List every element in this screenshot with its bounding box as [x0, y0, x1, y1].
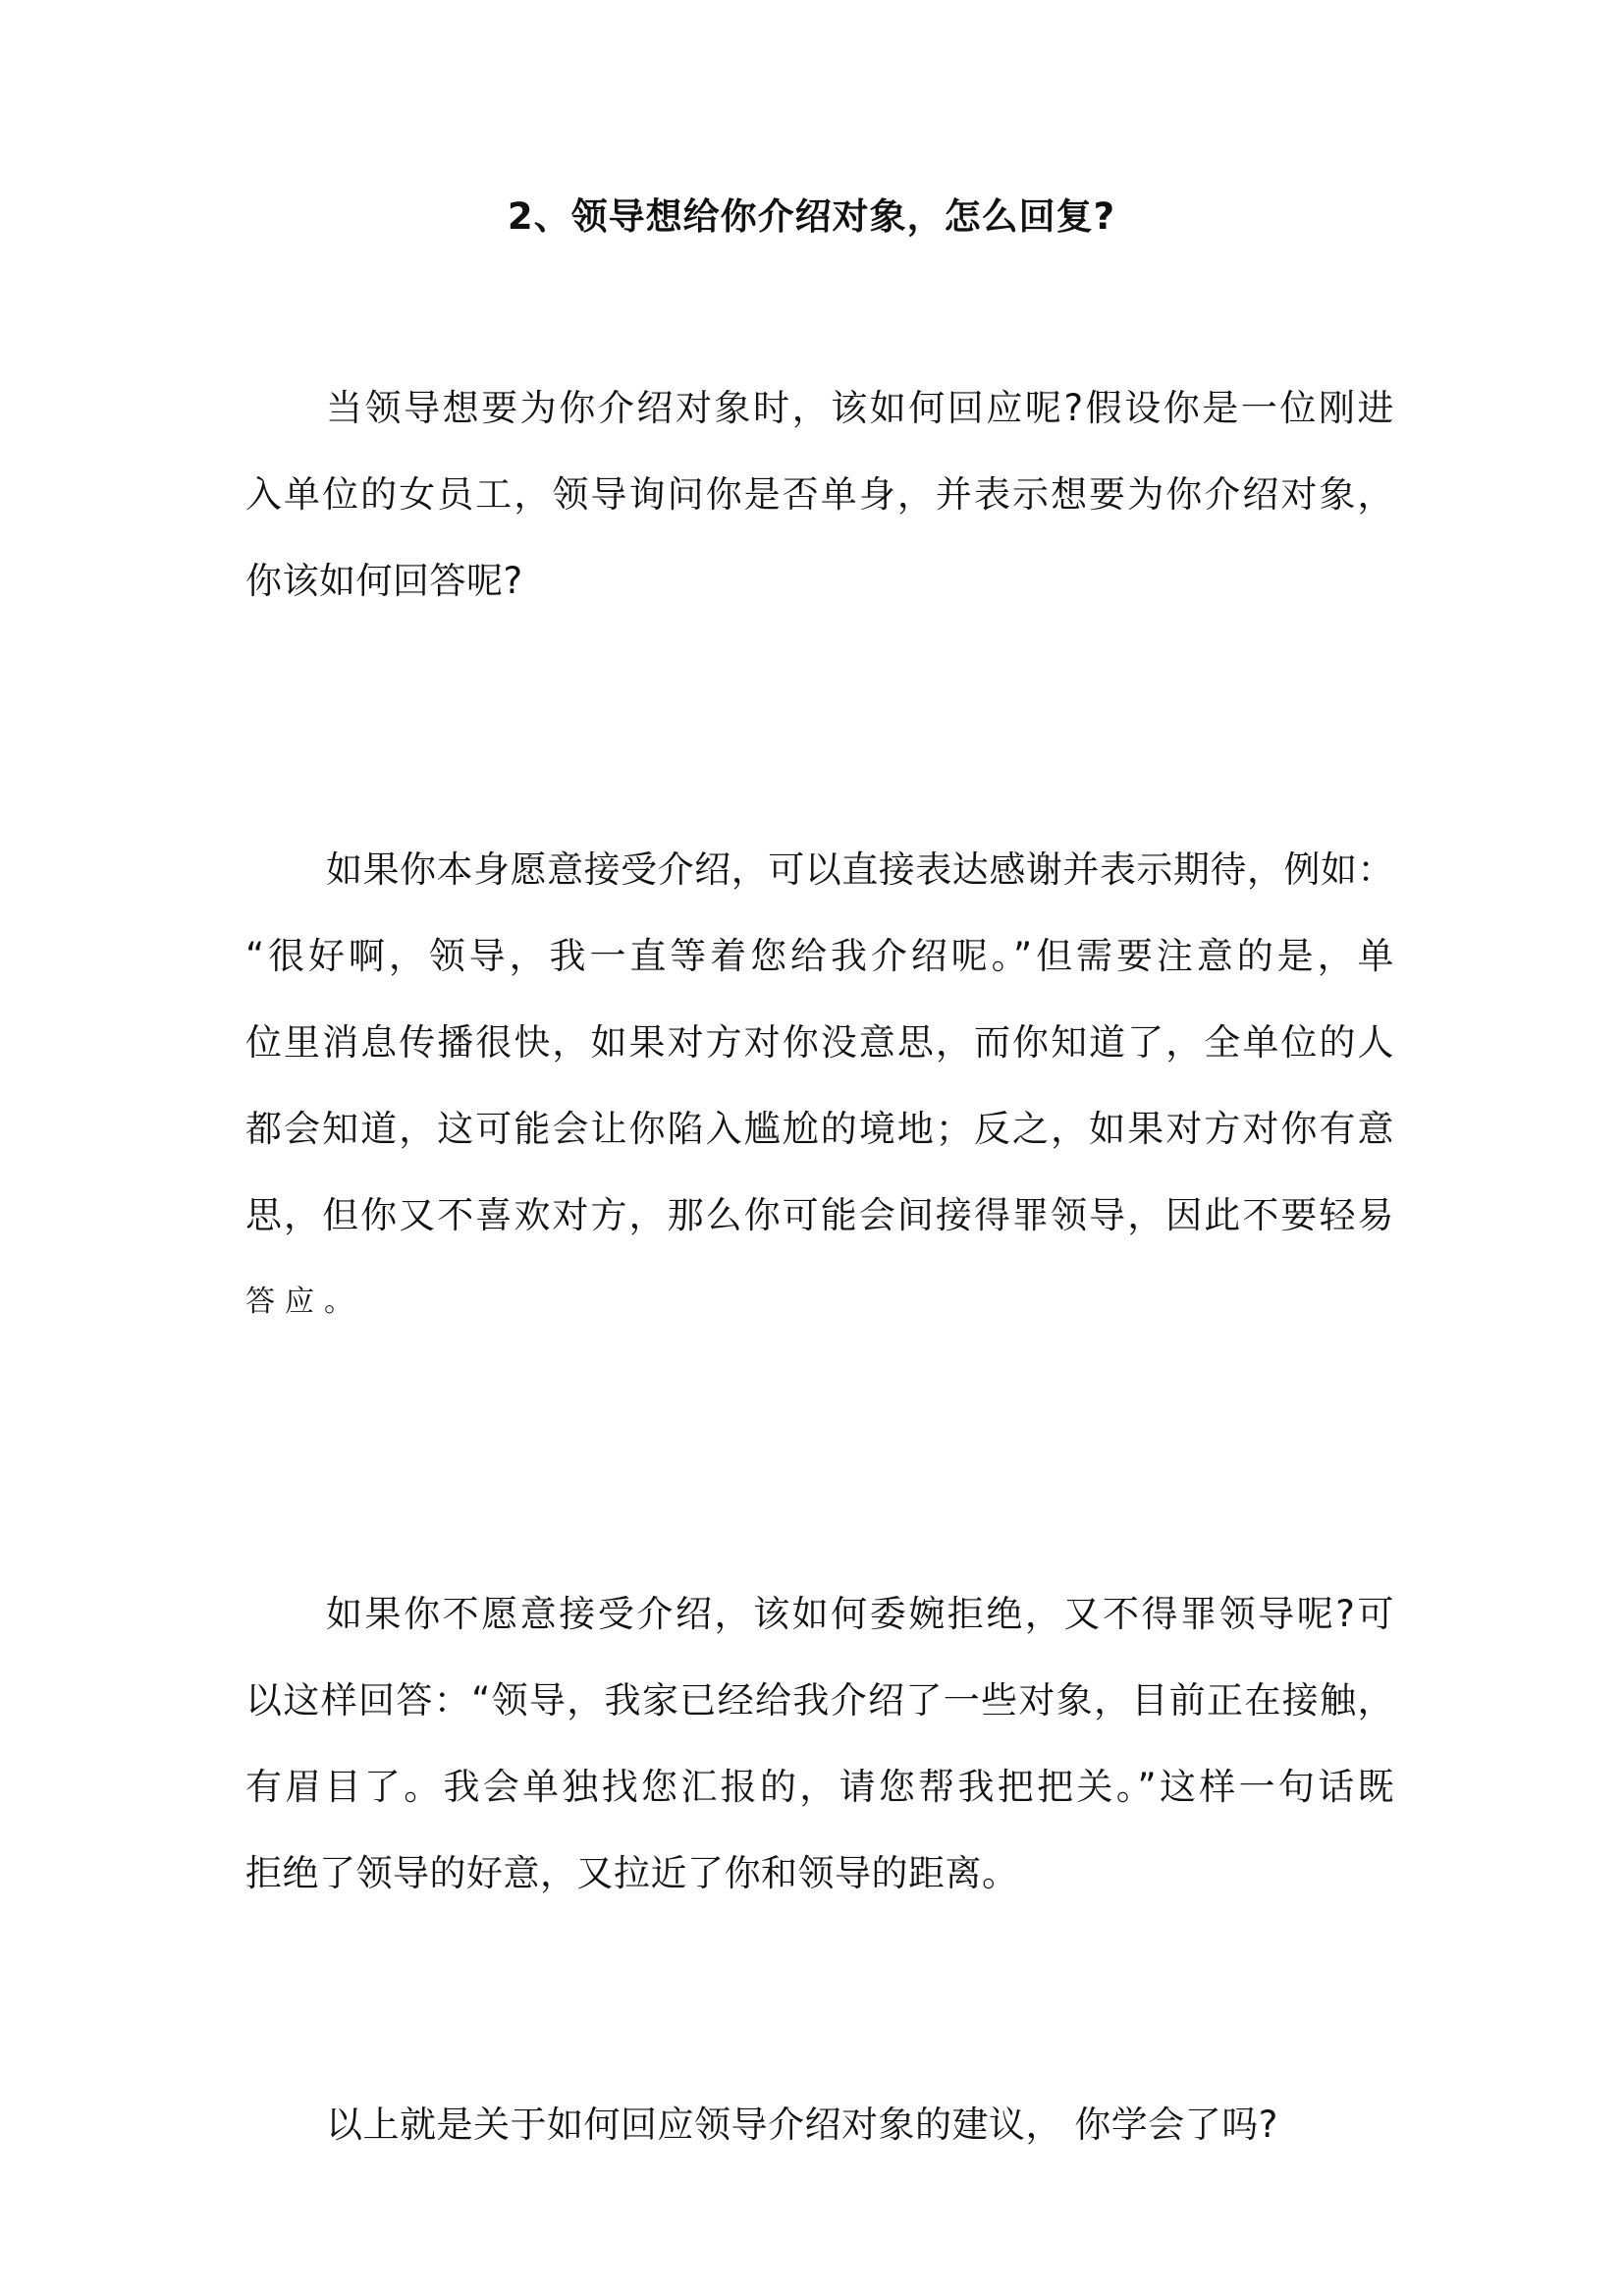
paragraph-line: 思，但你又不喜欢对方，那么你可能会间接得罪领导，因此不要轻易	[245, 1194, 1394, 1236]
document-title: 2、领导想给你介绍对象，怎么回复?	[507, 195, 1116, 238]
paragraph-line: 以这样回答：“领导，我家已经给我介绍了一些对象，目前正在接触，	[245, 1679, 1394, 1722]
paragraph-line: 答应。	[245, 1285, 363, 1319]
paragraph-4	[245, 2082, 1394, 2168]
paragraph-line: 都会知道，这可能会让你陷入尴尬的境地；反之，如果对方对你有意	[245, 1108, 1394, 1150]
paragraph-line: 当领导想要为你介绍对象时，该如何回应呢?假设你是一位刚进	[326, 387, 1394, 429]
paragraph-line: 拒绝了领导的好意，又拉近了你和领导的距离。	[245, 1852, 1019, 1894]
paragraph-2	[245, 827, 1394, 1345]
paragraph-line: 你该如何回答呢?	[245, 560, 523, 602]
paragraph-line: 如果你本身愿意接受介绍，可以直接表达感谢并表示期待，例如：	[326, 848, 1394, 891]
paragraph-line: 入单位的女员工，领导询问你是否单身，并表示想要为你介绍对象，	[245, 473, 1394, 516]
paragraph-line: 有眉目了。我会单独找您汇报的，请您帮我把把关。”这样一句话既	[245, 1766, 1394, 1808]
paragraph-line: “很好啊，领导，我一直等着您给我介绍呢。”但需要注意的是，单	[245, 935, 1394, 977]
paragraph-line: 如果你不愿意接受介绍，该如何委婉拒绝，又不得罪领导呢?可	[326, 1593, 1394, 1635]
paragraph-1	[245, 365, 1394, 625]
paragraph-line: 位里消息传播很快，如果对方对你没意思，而你知道了，全单位的人	[245, 1021, 1394, 1064]
paragraph-3	[245, 1571, 1394, 1917]
paragraph-line: 以上就是关于如何回应领导介绍对象的建议， 你学会了吗?	[326, 2104, 1278, 2146]
